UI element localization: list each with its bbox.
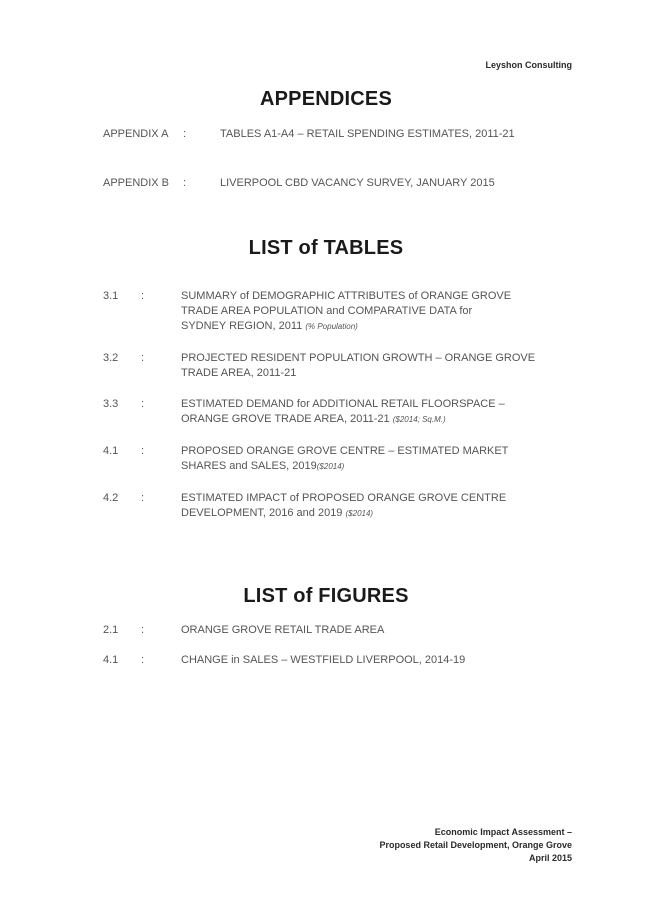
table-title-line: PROPOSED ORANGE GROVE CENTRE – ESTIMATED MARKET	[181, 445, 509, 457]
table-number: 4.1	[103, 445, 119, 457]
table-title-line: PROJECTED RESIDENT POPULATION GROWTH – ORANGE GROVE	[181, 352, 536, 364]
table-note: ($2014)	[316, 462, 345, 471]
table-title-line: TRADE AREA, 2011-21	[181, 367, 297, 379]
table-title-line: SYDNEY REGION, 2011	[181, 320, 303, 332]
table-title	[181, 444, 508, 474]
table-sep: :	[141, 445, 145, 457]
figure-title: CHANGE in SALES – WESTFIELD LIVERPOOL, 2014-19	[181, 654, 466, 666]
table-title	[181, 491, 506, 521]
appendices-heading-text: APPENDICES	[259, 88, 393, 110]
table-title-line: DEVELOPMENT, 2016 and 2019	[181, 507, 343, 519]
footer-line-2: Proposed Retail Development, Orange Grove	[379, 840, 572, 850]
table-note: ($2014)	[345, 509, 374, 518]
table-title-line: TRADE AREA POPULATION and COMPARATIVE DATA for	[181, 305, 473, 317]
figure-number: 4.1	[103, 654, 119, 666]
table-number: 4.2	[103, 492, 119, 504]
table-note: ($2014; Sq.M.)	[392, 415, 446, 424]
footer-line-1: Economic Impact Assessment –	[434, 827, 572, 837]
appendix-a-sep: :	[183, 128, 187, 140]
table-sep: :	[141, 352, 145, 364]
table-sep: :	[141, 492, 145, 504]
figure-number: 2.1	[103, 624, 119, 636]
appendix-b-label: APPENDIX B	[103, 177, 170, 189]
table-number: 3.1	[103, 290, 119, 302]
table-number: 3.3	[103, 398, 119, 410]
table-title-line: ORANGE GROVE TRADE AREA, 2011-21	[181, 413, 390, 425]
tables-heading: LIST of TABLES	[248, 237, 404, 259]
table-title-line: ESTIMATED DEMAND for ADDITIONAL RETAIL FLOORSPACE –	[181, 398, 505, 410]
appendices-heading	[0, 88, 652, 111]
table-note: (% Population)	[305, 322, 358, 331]
table-title-line: ESTIMATED IMPACT of PROPOSED ORANGE GROVE CENTRE	[181, 492, 507, 504]
table-sep: :	[141, 398, 145, 410]
figure-sep: :	[141, 654, 145, 666]
table-title	[181, 351, 535, 381]
table-title-line: SUMMARY of DEMOGRAPHIC ATTRIBUTES of ORANGE GROVE	[181, 290, 512, 302]
table-title-line: SHARES and SALES, 2019	[181, 460, 317, 472]
figures-heading: LIST of FIGURES	[243, 585, 409, 607]
appendix-b-sep: :	[183, 177, 187, 189]
table-title	[181, 289, 511, 334]
table-number: 3.2	[103, 352, 119, 364]
table-sep: :	[141, 290, 145, 302]
appendix-b-text: LIVERPOOL CBD VACANCY SURVEY, JANUARY 2015	[220, 177, 495, 189]
table-title	[181, 397, 505, 427]
company-header: Leyshon Consulting	[485, 60, 572, 70]
footer-line-3: April 2015	[528, 853, 572, 863]
figure-sep: :	[141, 624, 145, 636]
document-footer	[379, 826, 572, 865]
figure-title: ORANGE GROVE RETAIL TRADE AREA	[181, 624, 385, 636]
appendix-a-text: TABLES A1-A4 – RETAIL SPENDING ESTIMATES, 2011-21	[220, 128, 515, 140]
appendix-a-label: APPENDIX A	[103, 128, 169, 140]
